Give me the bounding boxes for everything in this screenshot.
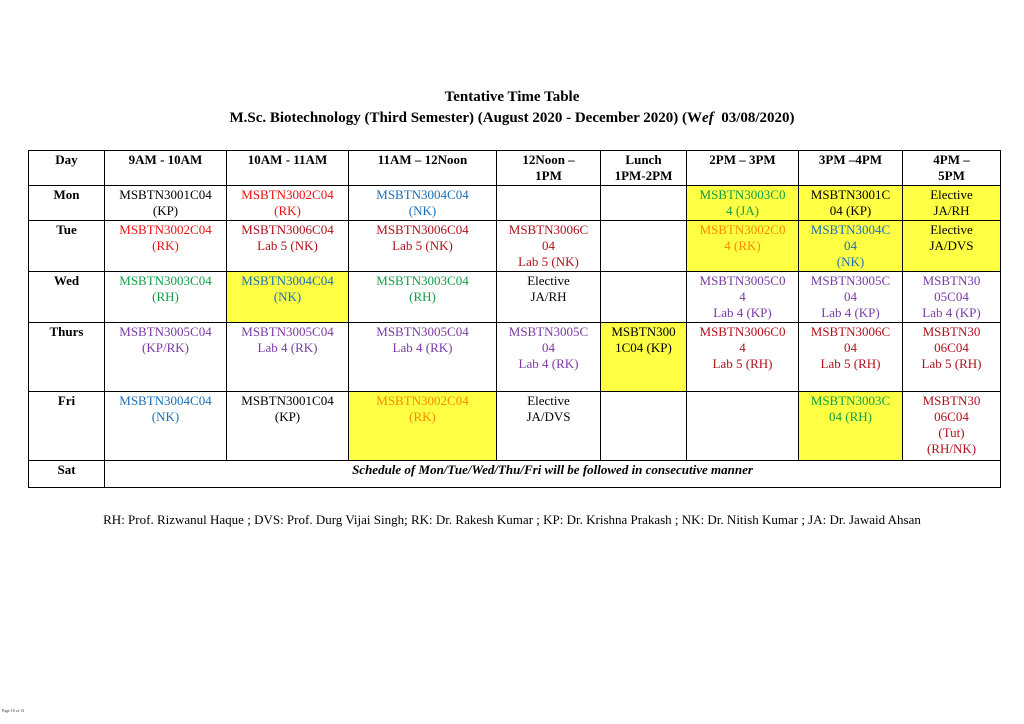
header-cell: 4PM – 5PM <box>903 151 1001 186</box>
schedule-cell <box>227 221 349 272</box>
cell-line: (KP/RK) <box>142 340 189 355</box>
cell-line: MSBTN3002C04 <box>376 393 469 408</box>
cell-line: MSBTN3005C0 <box>699 273 786 288</box>
schedule-cell <box>903 272 1001 323</box>
cell-line: (NK) <box>836 254 865 269</box>
cell-line: (RK) <box>152 238 179 253</box>
cell-line: Lab 5 (RH) <box>820 356 881 371</box>
cell-line: MSBTN3006C0 <box>699 324 786 339</box>
cell-line: 04 <box>542 238 555 253</box>
cell-line: (RH/NK) <box>926 441 977 456</box>
header-cell: Day <box>29 151 105 186</box>
cell-line: Lab 4 (RK) <box>392 340 453 355</box>
schedule-cell <box>687 323 799 392</box>
cell-line: Lab 5 (RH) <box>712 356 773 371</box>
cell-line: MSBTN3003C04 <box>119 273 212 288</box>
subtitle-ef: ef <box>702 110 714 126</box>
day-label: Tue <box>29 221 105 272</box>
header-cell: 3PM –4PM <box>799 151 903 186</box>
subtitle-date: 03/08/2020) <box>713 110 795 126</box>
cell-line: MSBTN3006C <box>508 222 589 237</box>
day-label: Sat <box>29 461 105 488</box>
schedule-cell <box>349 392 497 461</box>
cell-line: (KP) <box>152 203 179 218</box>
cell-line: MSBTN3005C <box>508 324 589 339</box>
schedule-cell <box>497 221 601 272</box>
schedule-cell <box>687 272 799 323</box>
schedule-cell <box>349 221 497 272</box>
day-row-fri <box>29 392 1001 461</box>
cell-line: Elective <box>527 273 570 288</box>
header-cell: 10AM - 11AM <box>227 151 349 186</box>
schedule-cell <box>227 186 349 221</box>
saturday-note: Schedule of Mon/Tue/Wed/Thu/Fri will be followed in consecutive manner <box>105 461 1001 488</box>
cell-line: MSBTN3001C04 <box>119 187 212 202</box>
schedule-cell <box>105 221 227 272</box>
cell-line: (NK) <box>273 289 302 304</box>
schedule-cell <box>349 186 497 221</box>
schedule-cell <box>601 323 687 392</box>
timetable-body <box>29 151 1001 488</box>
cell-line: 05C04 <box>934 289 969 304</box>
cell-line: 04 <box>542 340 555 355</box>
schedule-cell <box>687 186 799 221</box>
header-cell: Lunch 1PM-2PM <box>601 151 687 186</box>
cell-line: MSBTN3005C04 <box>241 324 334 339</box>
cell-line: MSBTN300 <box>611 324 676 339</box>
schedule-cell <box>799 323 903 392</box>
cell-line: MSBTN3004C <box>810 222 891 237</box>
schedule-cell <box>799 392 903 461</box>
cell-line: Elective <box>527 393 570 408</box>
cell-line: MSBTN3004C04 <box>376 187 469 202</box>
timetable <box>28 150 1001 488</box>
cell-line: Lab 5 (NK) <box>257 238 318 253</box>
cell-line: 06C04 <box>934 409 969 424</box>
schedule-cell <box>349 323 497 392</box>
cell-line: 04 <box>844 238 857 253</box>
cell-line: Lab 4 (RK) <box>518 356 579 371</box>
schedule-cell <box>497 186 601 221</box>
schedule-cell <box>799 186 903 221</box>
schedule-cell <box>687 392 799 461</box>
day-row-wed <box>29 272 1001 323</box>
cell-line: MSBTN3002C04 <box>241 187 334 202</box>
header-cell: 2PM – 3PM <box>687 151 799 186</box>
schedule-cell <box>687 221 799 272</box>
cell-line: MSBTN3006C04 <box>241 222 334 237</box>
schedule-cell <box>497 323 601 392</box>
cell-line: Lab 5 (NK) <box>518 254 579 269</box>
cell-line: JA/RH <box>530 289 567 304</box>
cell-line: Elective <box>930 187 973 202</box>
schedule-cell <box>105 186 227 221</box>
cell-line: 4 <box>739 289 746 304</box>
header-cell: 12Noon – 1PM <box>497 151 601 186</box>
cell-line: 04 <box>844 340 857 355</box>
schedule-cell <box>799 221 903 272</box>
cell-line: MSBTN30 <box>922 393 981 408</box>
schedule-cell <box>903 221 1001 272</box>
day-row-thurs <box>29 323 1001 392</box>
schedule-cell <box>601 392 687 461</box>
schedule-cell <box>227 323 349 392</box>
cell-line: 04 <box>844 289 857 304</box>
day-label: Fri <box>29 392 105 461</box>
schedule-cell <box>903 186 1001 221</box>
schedule-cell <box>903 392 1001 461</box>
cell-line: MSBTN3003C0 <box>699 187 786 202</box>
cell-line: MSBTN3003C04 <box>376 273 469 288</box>
cell-line: 1C04 (KP) <box>615 340 672 355</box>
subtitle-main: M.Sc. Biotechnology (Third Semester) (August 2020 - December 2020) (W <box>229 110 703 126</box>
cell-line: MSBTN3005C04 <box>119 324 212 339</box>
schedule-cell <box>105 272 227 323</box>
schedule-cell <box>105 323 227 392</box>
day-row-sat <box>29 461 1001 488</box>
page-footmark: Page 10 of 13 <box>2 708 25 713</box>
cell-line: (NK) <box>151 409 180 424</box>
cell-line: (RK) <box>274 203 301 218</box>
cell-line: MSBTN3004C04 <box>119 393 212 408</box>
schedule-cell <box>903 323 1001 392</box>
day-row-mon <box>29 186 1001 221</box>
cell-line: (Tut) <box>938 425 965 440</box>
day-label: Wed <box>29 272 105 323</box>
schedule-cell <box>497 392 601 461</box>
cell-line: JA/DVS <box>526 409 571 424</box>
cell-line: MSBTN3006C <box>810 324 891 339</box>
schedule-cell <box>227 392 349 461</box>
header-row <box>29 151 1001 186</box>
cell-line: MSBTN3003C <box>810 393 891 408</box>
cell-line: MSBTN3001C <box>810 187 891 202</box>
cell-line: MSBTN3005C <box>810 273 891 288</box>
cell-line: MSBTN3002C04 <box>119 222 212 237</box>
schedule-cell <box>497 272 601 323</box>
cell-line: Lab 4 (KP) <box>922 305 981 320</box>
schedule-cell <box>601 221 687 272</box>
cell-line: MSBTN3005C04 <box>376 324 469 339</box>
cell-line: (RH) <box>152 289 179 304</box>
header-cell: 11AM – 12Noon <box>349 151 497 186</box>
schedule-cell <box>601 272 687 323</box>
cell-line: 4 (JA) <box>726 203 759 218</box>
cell-line: 04 (RH) <box>829 409 872 424</box>
cell-line: Lab 5 (RH) <box>921 356 982 371</box>
header-cell: 9AM - 10AM <box>105 151 227 186</box>
schedule-cell <box>799 272 903 323</box>
cell-line: (NK) <box>408 203 437 218</box>
cell-line: MSBTN3006C04 <box>376 222 469 237</box>
cell-line: (RH) <box>409 289 436 304</box>
cell-line: 04 (KP) <box>829 203 872 218</box>
cell-line: Elective <box>930 222 973 237</box>
cell-line: 06C04 <box>934 340 969 355</box>
cell-line: Lab 4 (RK) <box>257 340 318 355</box>
cell-line: MSBTN3002C0 <box>699 222 786 237</box>
cell-line: (KP) <box>274 409 301 424</box>
cell-line: JA/RH <box>933 203 970 218</box>
cell-line: Lab 4 (KP) <box>821 305 880 320</box>
cell-line: 4 <box>739 340 746 355</box>
cell-line: 4 (RK) <box>724 238 761 253</box>
cell-line: MSBTN3004C04 <box>241 273 334 288</box>
page-subtitle <box>0 110 1024 127</box>
cell-line: MSBTN3001C04 <box>241 393 334 408</box>
day-row-tue <box>29 221 1001 272</box>
cell-line: MSBTN30 <box>922 324 981 339</box>
page-title: Tentative Time Table <box>444 89 580 105</box>
schedule-cell <box>227 272 349 323</box>
cell-line: Lab 4 (KP) <box>713 305 772 320</box>
cell-line: (RK) <box>409 409 436 424</box>
cell-line: Lab 5 (NK) <box>392 238 453 253</box>
cell-line: JA/DVS <box>929 238 974 253</box>
day-label: Thurs <box>29 323 105 392</box>
schedule-cell <box>349 272 497 323</box>
day-label: Mon <box>29 186 105 221</box>
faculty-legend: RH: Prof. Rizwanul Haque ; DVS: Prof. Durg Vijai Singh; RK: Dr. Rakesh Kumar ; KP: Dr. Krishna Prakash ; NK: Dr. Nitish Kumar ; JA: Dr. Jawaid Ahsan <box>103 512 921 527</box>
cell-line: MSBTN30 <box>922 273 981 288</box>
schedule-cell <box>601 186 687 221</box>
schedule-cell <box>105 392 227 461</box>
